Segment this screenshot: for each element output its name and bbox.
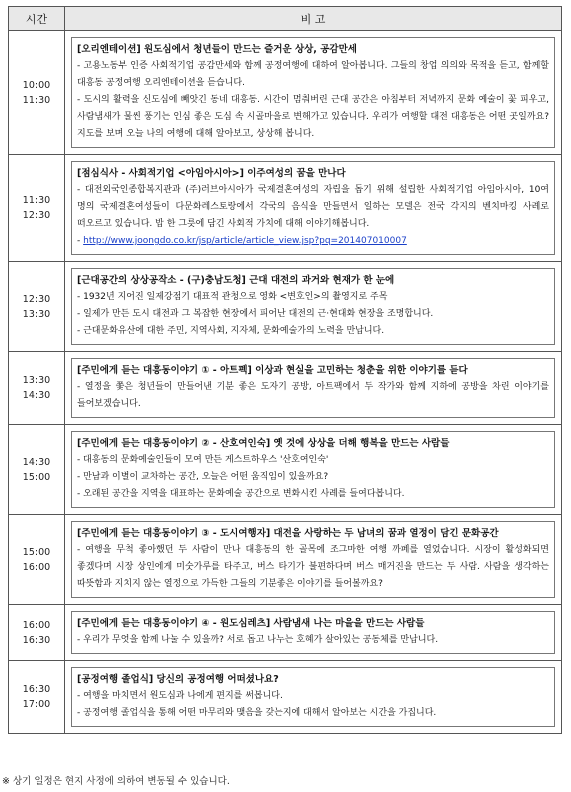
header-notes: 비 고 <box>65 7 562 31</box>
activity-description: - 대흥동의 문화예술인들이 모여 만든 게스트하우스 '산호여인숙' <box>77 455 329 465</box>
activity-title: [근대공간의 상상공작소 - (구)충남도청] 근대 대전의 과거와 현재가 한 눈에 <box>77 275 395 286</box>
activity-title: [주민에게 듣는 대흥동이야기 ③ - 도시여행자] 대전을 사랑하는 두 남녀의 꿈과 열정이 담긴 문화공간 <box>77 528 499 539</box>
end-time: 16:30 <box>22 634 51 646</box>
notes-cell <box>65 352 562 425</box>
time-cell <box>9 31 65 155</box>
end-time: 14:30 <box>22 390 51 401</box>
time-cell <box>9 425 65 515</box>
schedule-row <box>9 31 562 155</box>
start-time: 13:30 <box>22 375 51 386</box>
start-time: 16:00 <box>22 619 51 631</box>
activity-title: [주민에게 듣는 대흥동이야기 ① - 아트펙] 이상과 현실을 고민하는 청춘을 위한 이야기를 듣다 <box>77 365 468 376</box>
start-time: 10:00 <box>22 79 51 91</box>
activity-description: - 고용노동부 인증 사회적기업 공감만세와 함께 공정여행에 대하여 알아봅니다. 그들의 창업 의의와 목적을 듣고, 함께할 대흥동 공정여행 오리엔테이션을 듣습니다. <box>77 61 549 88</box>
end-time: 17:00 <box>22 699 51 710</box>
time-cell <box>9 155 65 262</box>
activity-title: [주민에게 듣는 대흥동이야기 ④ - 원도심레츠] 사람냄새 나는 마을을 만드는 사람들 <box>77 618 425 629</box>
schedule-row <box>9 425 562 515</box>
activity-title: [주민에게 듣는 대흥동이야기 ② - 산호여인숙] 옛 것에 상상을 더해 행복을 만드는 사람들 <box>77 438 450 449</box>
end-time: 15:00 <box>22 471 51 483</box>
activity-description: - 일제가 만든 도시 대전과 그 복잡한 현장에서 피어난 대전의 근·현대화 현장을 조명합니다. <box>77 309 434 319</box>
footnote: ※ 상기 일정은 현지 사정에 의하여 변동될 수 있습니다. <box>2 776 230 787</box>
notes-cell <box>65 515 562 605</box>
activity-description: - 공정여행 졸업식을 통해 어떤 마무리와 맺음을 갖는지에 대해서 알아보는 시간을 가집니다. <box>77 708 437 718</box>
article-link[interactable]: http://www.joongdo.co.kr/jsp/article/article_view.jsp?pq=201407010007 <box>83 236 407 246</box>
activity-description: - 우리가 무엇을 함께 나눌 수 있을까? 서로 돕고 나누는 호혜가 살아있는 공동체를 만납니다. <box>77 635 439 645</box>
notes-cell <box>65 155 562 262</box>
activity-description: - 도시의 활력을 신도심에 빼앗긴 동네 대흥동. 시간이 멈춰버린 근대 공간은 아침부터 저녁까지 문화 예술이 꽃 피우고, 사람냄새가 물씬 풍기는 인심 좋은 도심 속 시골마을로 변해가고 있습니다. 우리가 여행할 대전 대흥동은 어떤 곳일까요? 지도를 보며 오늘 나의 여행에 대해 알아보고, 상상해 봅니다. <box>77 95 549 139</box>
activity-box <box>71 358 555 418</box>
notes-cell <box>65 262 562 352</box>
activity-description: - 오래된 공간을 지역을 대표하는 문화예술 공간으로 변화시킨 사례를 들여다봅니다. <box>77 489 405 499</box>
header-time: 시간 <box>9 7 65 31</box>
activity-box <box>71 611 555 654</box>
schedule-row <box>9 515 562 605</box>
time-cell <box>9 661 65 734</box>
end-time: 12:30 <box>22 210 51 221</box>
schedule-row <box>9 155 562 262</box>
activity-box <box>71 37 555 148</box>
activity-description: - 여행을 마치면서 원도심과 나에게 편지를 써봅니다. <box>77 691 283 701</box>
start-time: 14:30 <box>22 456 51 468</box>
link-bullet: - <box>77 236 84 246</box>
schedule-row <box>9 661 562 734</box>
start-time: 15:00 <box>22 546 51 558</box>
end-time: 11:30 <box>22 94 51 106</box>
activity-description: - 1932년 지어진 일제강점기 대표적 관청으로 영화 <변호인>의 촬영지로 주목 <box>77 292 388 302</box>
time-cell <box>9 515 65 605</box>
end-time: 13:30 <box>22 308 51 320</box>
schedule-table <box>8 6 562 734</box>
activity-description: - 열정을 쫓은 청년들이 만들어낸 기분 좋은 도자기 공방, 아트팩에서 두 작가와 함께 지하에 공방을 차린 이야기를 들어보겠습니다. <box>77 382 549 409</box>
end-time: 16:00 <box>22 561 51 573</box>
notes-cell <box>65 31 562 155</box>
notes-cell <box>65 425 562 515</box>
activity-title: [공정여행 졸업식] 당신의 공정여행 어떠셨나요? <box>77 674 279 685</box>
activity-box <box>71 667 555 727</box>
time-cell <box>9 262 65 352</box>
activity-description: - 대전외국인종합복지관과 (주)러브아시아가 국제결혼여성의 자립을 돕기 위해 설립한 사회적기업 아임아시아, 10여 명의 국제결혼여성들이 다문화레스토랑에서 각국의 음식을 만들면서 일하는 모델은 전국 각지의 벤치마킹 사례로 떠오르고 있습니다. 밥 한 그릇에 담긴 사회적 가치에 대해 이야기해봅니다. <box>77 185 549 229</box>
activity-title: [오리엔테이션] 원도심에서 청년들이 만드는 즐거운 상상, 공감만세 <box>77 44 357 55</box>
schedule-row <box>9 262 562 352</box>
activity-box <box>71 431 555 508</box>
activity-description: - 여행을 무척 좋아했던 두 사람이 만나 대흥동의 한 골목에 조그마한 여행 까페를 열었습니다. 시장이 활성화되면 좋겠다며 시장 상인에게 미숫가루를 타주고, 버스 타기가 불편하다며 버스 매거진을 만드는 두 사람. 사람을 생각하는 따뜻함과 지치지 않는 열정으로 가득한 그들의 기분좋은 이야기를 들어볼까요? <box>77 545 549 589</box>
table-header-row <box>9 7 562 31</box>
article-link-line <box>77 233 549 250</box>
schedule-row <box>9 352 562 425</box>
start-time: 16:30 <box>22 684 51 695</box>
activity-box <box>71 268 555 345</box>
activity-description: - 근대문화유산에 대한 주민, 지역사회, 지자체, 문화예술가의 노력을 만납니다. <box>77 326 385 336</box>
start-time: 11:30 <box>22 195 51 206</box>
time-cell <box>9 352 65 425</box>
activity-box <box>71 521 555 598</box>
activity-description: - 만남과 이별이 교차하는 공간, 오늘은 어떤 움직임이 있을까요? <box>77 472 329 482</box>
activity-box <box>71 161 555 255</box>
notes-cell <box>65 661 562 734</box>
time-cell <box>9 605 65 661</box>
schedule-row <box>9 605 562 661</box>
activity-title: [점심식사 - 사회적기업 <아임아시아>] 이주여성의 꿈을 만나다 <box>77 168 346 179</box>
start-time: 12:30 <box>22 293 51 305</box>
notes-cell <box>65 605 562 661</box>
